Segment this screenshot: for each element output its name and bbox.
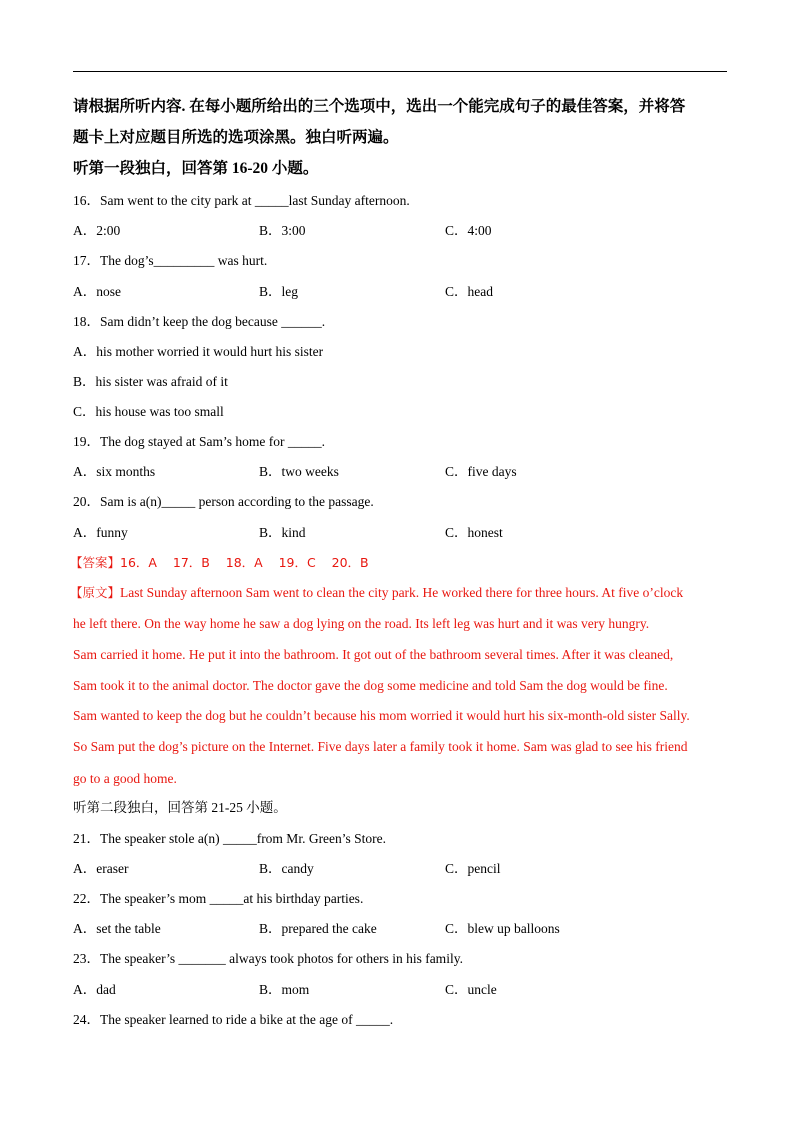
q21-option-c[interactable]: C．pencil	[445, 861, 501, 876]
question-16-stem: 16．Sam went to the city park at	[73, 193, 255, 208]
question-22: 22．The speaker’s mom _____at his birthday parties.	[73, 891, 364, 906]
transcript-tag: 【原文】	[70, 585, 121, 600]
q20-option-c[interactable]: C．honest	[445, 525, 503, 540]
transcript-line-3: Sam carried it home. He put it into the bathroom. It got out of the bathroom several times. After it was cleaned,	[73, 647, 674, 662]
question-16-stem-end: last Sunday afternoon.	[288, 193, 410, 208]
question-20-stem-end: person according to the passage.	[195, 494, 374, 509]
q18-option-b[interactable]: B．his sister was afraid of it	[73, 374, 228, 389]
instruction-line-2: 题卡上对应题目所选的选项涂黑。独白听两遍。	[73, 129, 399, 146]
q22-option-a[interactable]: A．set the table	[73, 921, 161, 936]
q21-option-b[interactable]: B．candy	[259, 861, 314, 876]
question-16-blank: _____	[254, 193, 289, 208]
transcript-line-1	[70, 585, 683, 601]
question-18: 18．Sam didn’t keep the dog because ______.	[73, 314, 326, 329]
q16-option-a[interactable]: A．2:00	[73, 223, 121, 238]
q19-option-c[interactable]: C．five days	[445, 464, 517, 479]
transcript-line-7: go to a good home.	[73, 771, 177, 786]
q23-option-c[interactable]: C．uncle	[445, 982, 497, 997]
transcript-text-1: Last Sunday afternoon Sam went to clean the city park. He worked there for three hours. At five o’clock	[120, 585, 684, 600]
q18-option-a[interactable]: A．his mother worried it would hurt his sister	[73, 344, 324, 359]
question-17	[73, 253, 267, 269]
question-20-blank: _____	[161, 494, 196, 509]
q20-option-b[interactable]: B．kind	[259, 525, 306, 540]
q16-option-c[interactable]: C．4:00	[445, 223, 492, 238]
question-19: 19．The dog stayed at Sam’s home for _____.	[73, 434, 325, 449]
question-21: 21．The speaker stole a(n) _____from Mr. Green’s Store.	[73, 831, 387, 846]
question-24: 24．The speaker learned to ride a bike at the age of _____.	[73, 1012, 394, 1027]
q16-option-b[interactable]: B．3:00	[259, 223, 306, 238]
question-20-stem: 20．Sam is a(n)	[73, 494, 162, 509]
q19-option-b[interactable]: B．two weeks	[259, 464, 339, 479]
q22-option-c[interactable]: C．blew up balloons	[445, 921, 560, 936]
transcript-line-6: So Sam put the dog’s picture on the Internet. Five days later a family took it home. Sam was glad to see his friend	[73, 739, 688, 754]
q20-option-a[interactable]: A．funny	[73, 525, 128, 540]
answer-key	[70, 555, 369, 571]
q22-option-b[interactable]: B．prepared the cake	[259, 921, 377, 936]
transcript-line-2: he left there. On the way home he saw a dog lying on the road. Its left leg was hurt and it was very hungry.	[73, 616, 650, 631]
question-17-stem-end: was hurt.	[214, 253, 268, 268]
header-rule	[73, 71, 727, 72]
answer-values: 16．A 17．B 18．A 19．C 20．B	[120, 555, 369, 570]
question-16	[73, 193, 410, 209]
section-1-heading: 听第一段独白，回答第 16-20 小题。	[73, 160, 319, 177]
transcript-line-4: Sam took it to the animal doctor. The doctor gave the dog some medicine and told Sam the dog would be fine.	[73, 678, 668, 693]
question-23: 23．The speaker’s _______ always took photos for others in his family.	[73, 951, 463, 966]
question-17-stem: 17．The dog’s	[73, 253, 154, 268]
transcript-line-5: Sam wanted to keep the dog but he couldn’t because his mom worried it would hurt his six-month-old sister Sally.	[73, 708, 690, 723]
q17-option-a[interactable]: A．nose	[73, 284, 121, 299]
section-2-heading: 听第二段独白，回答第 21-25 小题。	[73, 800, 287, 815]
q19-option-a[interactable]: A．six months	[73, 464, 156, 479]
q23-option-b[interactable]: B．mom	[259, 982, 310, 997]
q17-option-c[interactable]: C．head	[445, 284, 493, 299]
q23-option-a[interactable]: A．dad	[73, 982, 116, 997]
answer-tag: 【答案】	[70, 555, 121, 570]
q18-option-c[interactable]: C．his house was too small	[73, 404, 224, 419]
q17-option-b[interactable]: B．leg	[259, 284, 298, 299]
q21-option-a[interactable]: A．eraser	[73, 861, 129, 876]
question-20	[73, 494, 374, 510]
question-17-blank: _________	[153, 253, 215, 268]
instruction-line-1: 请根据所听内容. 在每小题所给出的三个选项中，选出一个能完成句子的最佳答案，并将答	[73, 98, 686, 115]
